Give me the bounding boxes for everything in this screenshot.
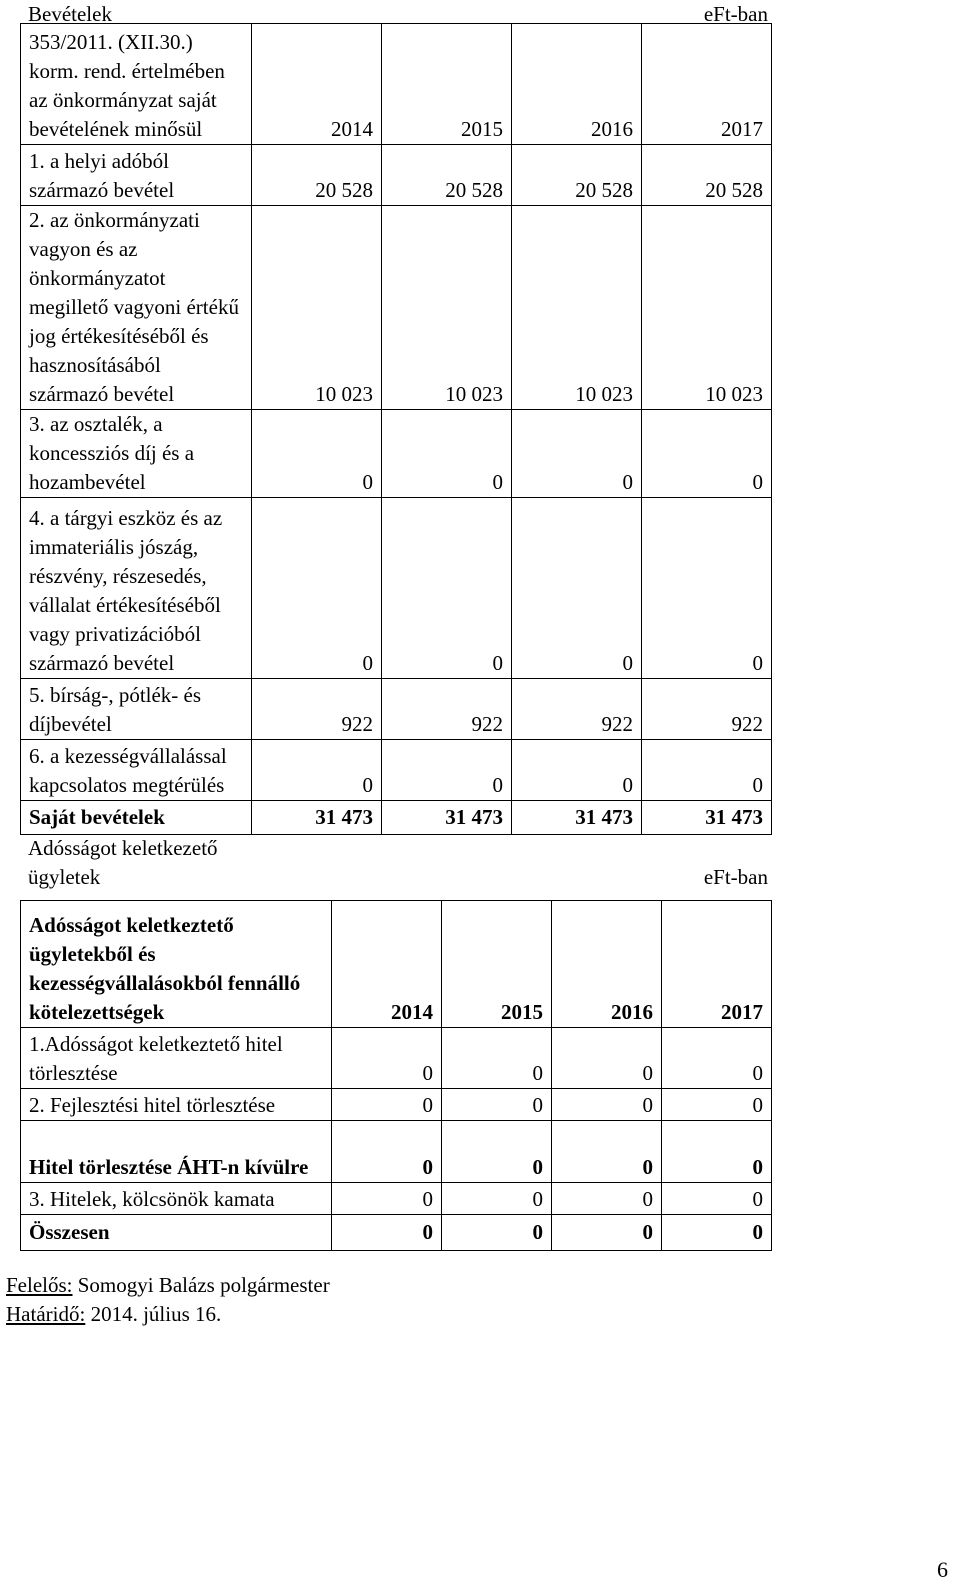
row-value: 922 — [512, 679, 642, 740]
table-row — [21, 410, 772, 498]
row-value: 0 — [552, 1028, 662, 1089]
table-header-row — [21, 901, 772, 1028]
row-value: 0 — [442, 1121, 552, 1183]
deadline-line — [6, 1300, 221, 1329]
row-value: 0 — [552, 1089, 662, 1121]
row-value: 922 — [252, 679, 382, 740]
deadline-key: Határidő: — [6, 1302, 86, 1326]
row-label: 3. az osztalék, a koncessziós díj és a hozambevétel — [21, 410, 252, 498]
table-row — [21, 1121, 772, 1183]
row-value: 20 528 — [512, 145, 642, 206]
total-row — [21, 801, 772, 835]
row-value: 0 — [512, 410, 642, 498]
revenue-unit: eFt-ban — [703, 2, 768, 26]
revenue-title: Bevételek — [28, 2, 112, 26]
row-value: 922 — [382, 679, 512, 740]
row-label: Hitel törlesztése ÁHT-n kívülre — [21, 1121, 332, 1183]
debt-caption — [28, 834, 768, 892]
row-value: 0 — [662, 1183, 772, 1215]
header-year: 2015 — [442, 901, 552, 1028]
row-value: 20 528 — [642, 145, 772, 206]
row-value: 0 — [512, 498, 642, 679]
table-row — [21, 206, 772, 410]
row-label: 3. Hitelek, kölcsönök kamata — [21, 1183, 332, 1215]
header-year: 2016 — [512, 24, 642, 145]
header-year: 2017 — [642, 24, 772, 145]
row-label: 1.Adósságot keletkeztető hitel törlesztése — [21, 1028, 332, 1089]
total-value: 31 473 — [642, 801, 772, 835]
responsible-line — [6, 1271, 330, 1300]
debt-unit: eFt-ban — [703, 865, 768, 889]
debt-table — [20, 900, 772, 1251]
row-value: 0 — [442, 1028, 552, 1089]
row-value: 0 — [332, 1089, 442, 1121]
header-year: 2016 — [552, 901, 662, 1028]
total-label: Saját bevételek — [21, 801, 252, 835]
header-year: 2014 — [252, 24, 382, 145]
table-row — [21, 498, 772, 679]
header-year: 2015 — [382, 24, 512, 145]
row-value: 10 023 — [382, 206, 512, 410]
row-value: 0 — [642, 740, 772, 801]
table-header-row — [21, 24, 772, 145]
row-value: 10 023 — [252, 206, 382, 410]
row-label: 5. bírság-, pótlék- és díjbevétel — [21, 679, 252, 740]
row-value: 0 — [662, 1089, 772, 1121]
row-value: 0 — [552, 1183, 662, 1215]
row-value: 0 — [252, 740, 382, 801]
row-value: 20 528 — [382, 145, 512, 206]
responsible-value: Somogyi Balázs polgármester — [77, 1273, 330, 1297]
row-value: 0 — [552, 1121, 662, 1183]
row-value: 10 023 — [512, 206, 642, 410]
table-row — [21, 679, 772, 740]
row-value: 0 — [642, 498, 772, 679]
row-value: 0 — [442, 1089, 552, 1121]
row-value: 0 — [332, 1121, 442, 1183]
row-value: 0 — [642, 410, 772, 498]
row-value: 0 — [512, 740, 642, 801]
row-value: 0 — [332, 1183, 442, 1215]
table-row — [21, 740, 772, 801]
table-row — [21, 1028, 772, 1089]
row-value: 20 528 — [252, 145, 382, 206]
revenue-table — [20, 23, 772, 835]
row-value: 0 — [382, 410, 512, 498]
row-value: 0 — [662, 1215, 772, 1251]
row-value: 922 — [642, 679, 772, 740]
header-year: 2014 — [332, 901, 442, 1028]
row-label: 6. a kezességvállalással kapcsolatos megtérülés — [21, 740, 252, 801]
row-label: Összesen — [21, 1215, 332, 1251]
header-year: 2017 — [662, 901, 772, 1028]
total-value: 31 473 — [252, 801, 382, 835]
total-value: 31 473 — [382, 801, 512, 835]
row-value: 0 — [332, 1028, 442, 1089]
table-row — [21, 1183, 772, 1215]
row-value: 0 — [332, 1215, 442, 1251]
row-label: 4. a tárgyi eszköz és az immateriális jószág, részvény, részesedés, vállalat értékesítéséből vagy privatizációból származó bevétel — [21, 498, 252, 679]
header-label: 353/2011. (XII.30.) korm. rend. értelmében az önkormányzat saját bevételének minősül — [21, 24, 252, 145]
row-value: 0 — [382, 740, 512, 801]
total-value: 31 473 — [512, 801, 642, 835]
row-value: 0 — [252, 498, 382, 679]
row-value: 0 — [552, 1215, 662, 1251]
row-value: 0 — [442, 1215, 552, 1251]
row-value: 0 — [662, 1121, 772, 1183]
header-label: Adósságot keletkeztető ügyletekből és kezességvállalásokból fennálló kötelezettségek — [21, 901, 332, 1028]
row-value: 0 — [442, 1183, 552, 1215]
debt-title: Adósságot keletkezető ügyletek — [28, 836, 218, 889]
row-value: 0 — [662, 1028, 772, 1089]
row-label: 2. az önkormányzati vagyon és az önkormányzatot megillető vagyoni értékű jog értékesítéséből és hasznosításából származó bevétel — [21, 206, 252, 410]
row-label: 2. Fejlesztési hitel törlesztése — [21, 1089, 332, 1121]
row-value: 10 023 — [642, 206, 772, 410]
responsible-key: Felelős: — [6, 1273, 73, 1297]
row-value: 0 — [382, 498, 512, 679]
table-row — [21, 145, 772, 206]
table-row — [21, 1089, 772, 1121]
row-label: 1. a helyi adóból származó bevétel — [21, 145, 252, 206]
total-row — [21, 1215, 772, 1251]
deadline-value: 2014. július 16. — [90, 1302, 222, 1326]
page-number: 6 — [937, 1557, 948, 1582]
row-value: 0 — [252, 410, 382, 498]
